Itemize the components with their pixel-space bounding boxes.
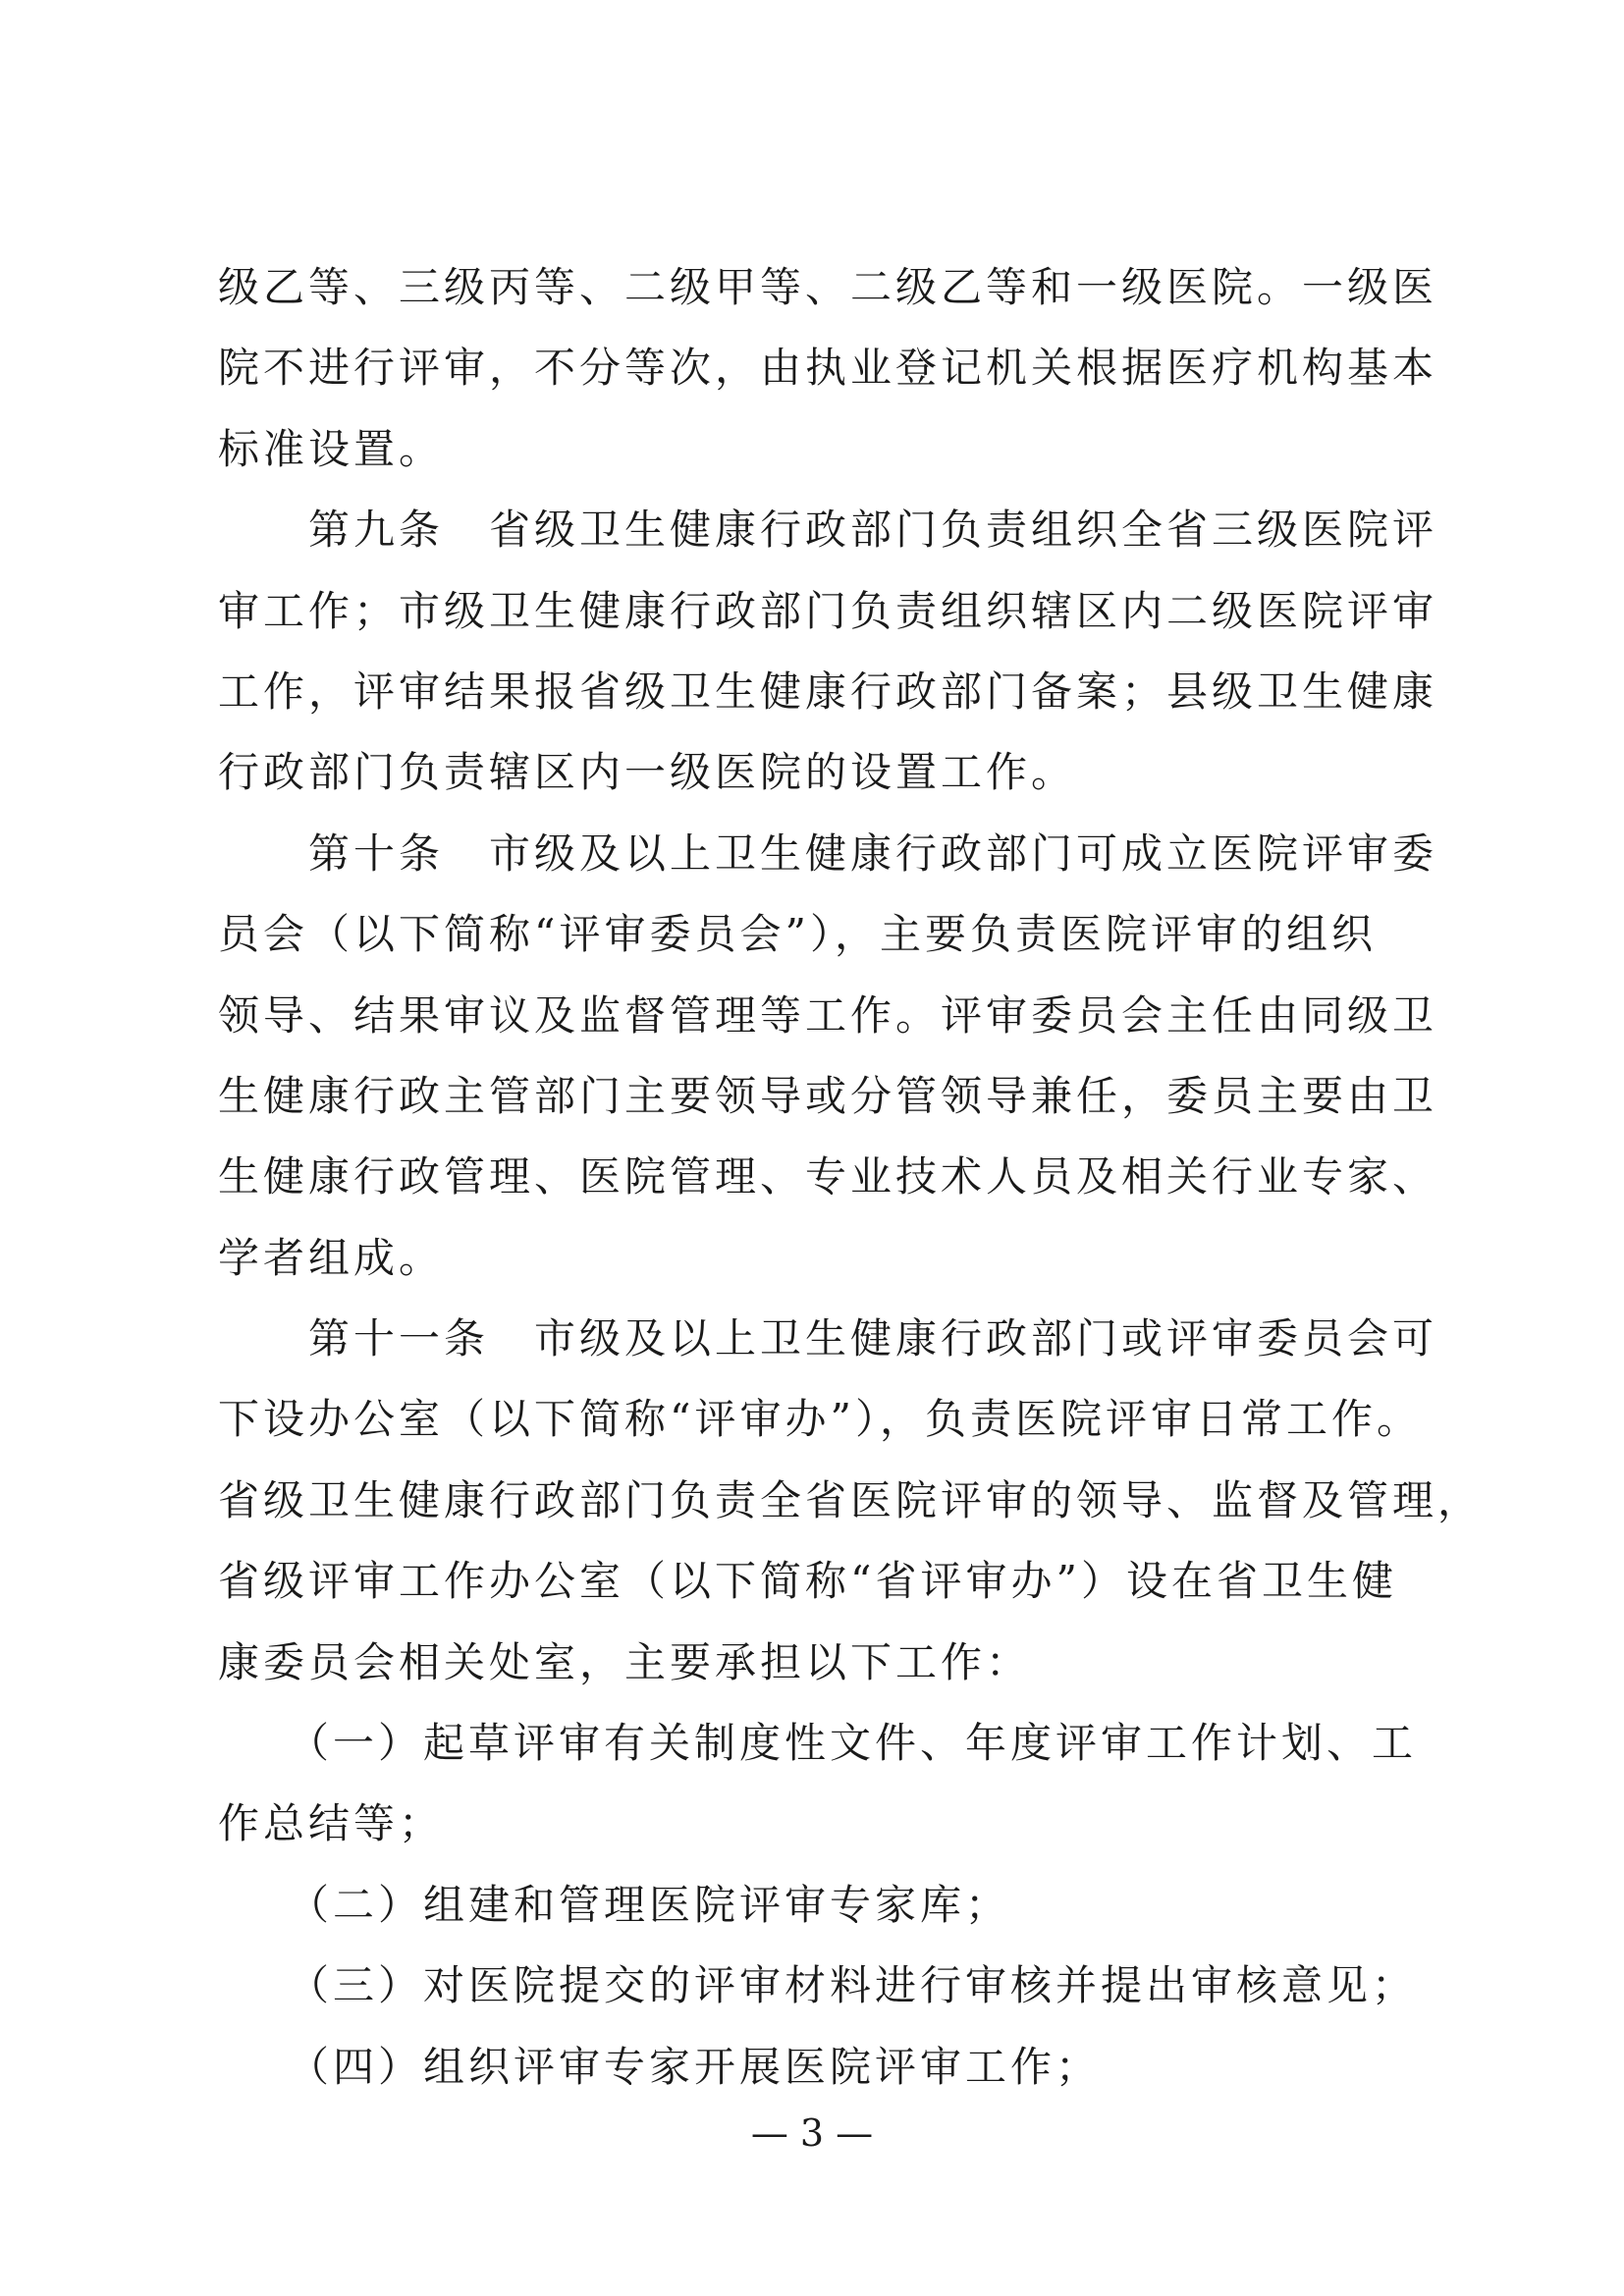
text-line: 生健康行政主管部门主要领导或分管领导兼任，委员主要由卫 [218, 1071, 1438, 1120]
text-line: 省级卫生健康行政部门负责全省医院评审的领导、监督及管理， [218, 1475, 1484, 1524]
text-line: 审工作；市级卫生健康行政部门负责组织辖区内二级医院评审 [218, 586, 1438, 635]
text-line: 作总结等； [218, 1799, 445, 1848]
body-text [218, 247, 1484, 2108]
list-item-1-line: （一）起草评审有关制度性文件、年度评审工作计划、工 [218, 1719, 1418, 1768]
text-line: 行政部门负责辖区内一级医院的设置工作。 [218, 748, 1077, 797]
text-line: 院不进行评审，不分等次，由执业登记机关根据医疗机构基本 [218, 344, 1438, 393]
text-line: 领导、结果审议及监督管理等工作。评审委员会主任由同级卫 [218, 990, 1438, 1040]
article-9-line: 第九条 省级卫生健康行政部门负责组织全省三级医院评 [218, 506, 1438, 555]
article-10-line: 第十条 市级及以上卫生健康行政部门可成立医院评审委 [218, 828, 1438, 878]
text-line: 员会（以下简称“评审委员会”），主要负责医院评审的组织 [218, 910, 1377, 959]
list-item-2-line: （二）组建和管理医院评审专家库； [218, 1880, 1011, 1929]
text-line: 省级评审工作办公室（以下简称“省评审办”）设在省卫生健 [218, 1557, 1397, 1606]
text-line: 康委员会相关处室，主要承担以下工作： [218, 1637, 1032, 1686]
article-11-line: 第十一条 市级及以上卫生健康行政部门或评审委员会可 [218, 1314, 1438, 1363]
page-number: — 3 — [750, 2111, 874, 2155]
text-line: 工作，评审结果报省级卫生健康行政部门备案；县级卫生健康 [218, 667, 1438, 716]
text-line: 级乙等、三级丙等、二级甲等、二级乙等和一级医院。一级医 [218, 263, 1438, 311]
text-line: 生健康行政管理、医院管理、专业技术人员及相关行业专家、 [218, 1152, 1438, 1201]
text-line: 标准设置。 [218, 424, 445, 473]
list-item-3-line: （三）对医院提交的评审材料进行审核并提出审核意见； [218, 1961, 1418, 2010]
text-line: 下设办公室（以下简称“评审办”），负责医院评审日常工作。 [218, 1395, 1422, 1444]
list-item-4-line: （四）组织评审专家开展医院评审工作； [218, 2042, 1102, 2091]
text-line: 学者组成。 [218, 1233, 445, 1282]
